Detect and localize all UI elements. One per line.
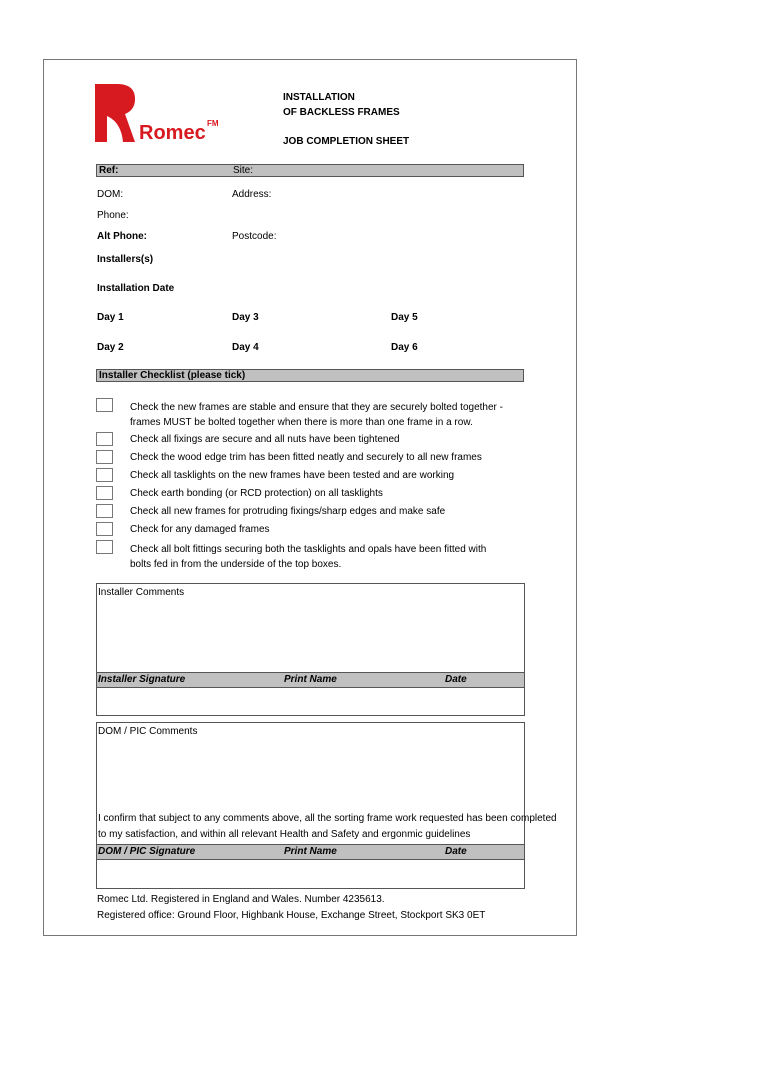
dom-label: DOM: bbox=[97, 189, 124, 200]
checklist-item: Check the new frames are stable and ensure that they are securely bolted together - frames MUST be bolted together when there is more than one frame in a row. bbox=[130, 402, 503, 428]
phone-label: Phone: bbox=[97, 210, 129, 221]
checklist-checkbox[interactable] bbox=[96, 486, 113, 500]
installer-comments-label: Installer Comments bbox=[98, 587, 185, 598]
logo-superscript: FM bbox=[207, 119, 219, 128]
dom-signature-bar bbox=[97, 844, 524, 860]
checklist-heading: Installer Checklist (please tick) bbox=[99, 370, 246, 381]
site-label: Site: bbox=[233, 165, 254, 176]
checklist-checkbox[interactable] bbox=[96, 450, 113, 464]
romec-r-mark-icon bbox=[95, 84, 135, 142]
checklist-checkbox[interactable] bbox=[96, 398, 113, 412]
checklist-item: Check all tasklights on the new frames have been tested and are working bbox=[130, 470, 455, 481]
footer-line-1: Romec Ltd. Registered in England and Wales. Number 4235613. bbox=[97, 894, 385, 905]
dom-date-label: Date bbox=[445, 846, 467, 857]
job-completion-sheet bbox=[43, 59, 577, 936]
installer-signature-label: Installer Signature bbox=[98, 674, 186, 685]
ref-bar bbox=[96, 164, 524, 177]
day-1-label: Day 1 bbox=[97, 312, 124, 323]
checklist-heading-bar bbox=[96, 369, 524, 382]
checklist-checkbox[interactable] bbox=[96, 522, 113, 536]
alt-phone-label: Alt Phone: bbox=[97, 231, 147, 242]
checklist-item: Check all fixings are secure and all nuts have been tightened bbox=[130, 434, 400, 445]
ref-label: Ref: bbox=[99, 165, 119, 176]
installer-date-label: Date bbox=[445, 674, 467, 685]
checklist-item: Check earth bonding (or RCD protection) on all tasklights bbox=[130, 488, 383, 499]
postcode-label: Postcode: bbox=[232, 231, 277, 242]
confirmation-line-2: to my satisfaction, and within all relevant Health and Safety and ergonmic guidelines bbox=[98, 829, 471, 840]
installer-signature-bar bbox=[97, 672, 524, 688]
day-6-label: Day 6 bbox=[391, 342, 418, 353]
checklist-item: Check all new frames for protruding fixings/sharp edges and make safe bbox=[130, 506, 446, 517]
dom-signature-label: DOM / PIC Signature bbox=[98, 846, 196, 857]
checklist-item: Check the wood edge trim has been fitted neatly and securely to all new frames bbox=[130, 452, 482, 463]
checklist-checkbox[interactable] bbox=[96, 432, 113, 446]
title-line-2: OF BACKLESS FRAMES bbox=[283, 107, 400, 118]
confirmation-line-1: I confirm that subject to any comments above, all the sorting frame work requested has been completed bbox=[98, 813, 557, 824]
checklist-item: Check all bolt fittings securing both the tasklights and opals have been fitted with bolts fed in from the underside of the top boxes. bbox=[130, 544, 487, 570]
installer-comments-box[interactable] bbox=[96, 583, 525, 716]
day-3-label: Day 3 bbox=[232, 312, 259, 323]
installers-label: Installers(s) bbox=[97, 254, 154, 265]
day-2-label: Day 2 bbox=[97, 342, 124, 353]
romec-logo bbox=[95, 84, 235, 144]
checklist-checkbox[interactable] bbox=[96, 540, 113, 554]
checklist-checkbox[interactable] bbox=[96, 504, 113, 518]
installation-date-label: Installation Date bbox=[97, 283, 175, 294]
checklist-item: Check for any damaged frames bbox=[130, 524, 270, 535]
day-4-label: Day 4 bbox=[232, 342, 259, 353]
checklist-checkbox[interactable] bbox=[96, 468, 113, 482]
address-label: Address: bbox=[232, 189, 272, 200]
installer-print-name-label: Print Name bbox=[284, 674, 337, 685]
logo-text: Romec bbox=[139, 122, 206, 144]
subtitle: JOB COMPLETION SHEET bbox=[283, 136, 410, 147]
day-5-label: Day 5 bbox=[391, 312, 418, 323]
dom-comments-box[interactable] bbox=[96, 722, 557, 889]
dom-print-name-label: Print Name bbox=[284, 846, 337, 857]
title-line-1: INSTALLATION bbox=[283, 92, 355, 103]
dom-comments-label: DOM / PIC Comments bbox=[98, 726, 198, 737]
footer-line-2: Registered office: Ground Floor, Highbank House, Exchange Street, Stockport SK3 0ET bbox=[97, 910, 486, 921]
